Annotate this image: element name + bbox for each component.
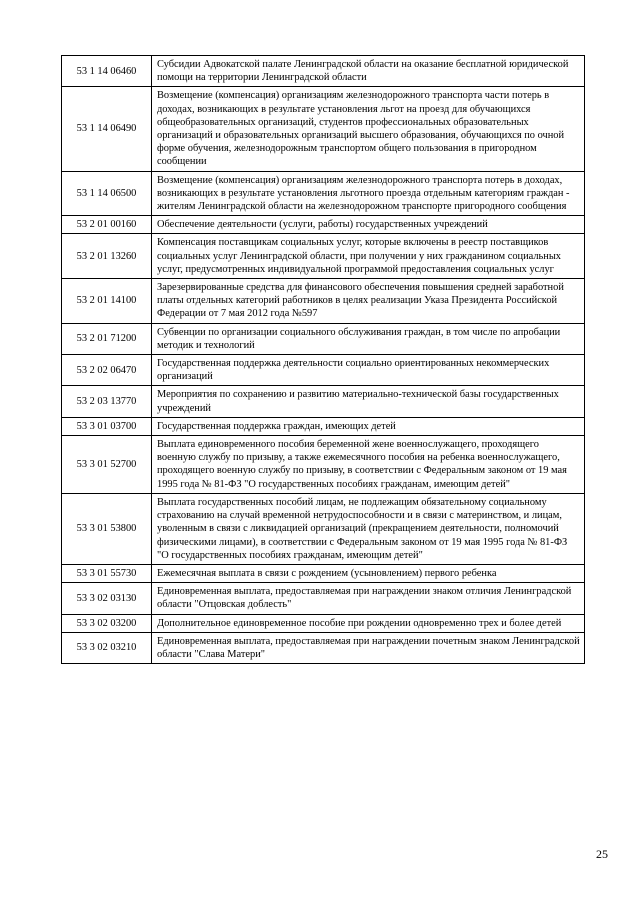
row-description: Возмещение (компенсация) организациям железнодорожного транспорта части потерь в доходах, возникающих в результате установления льгот на проезд для обучающихся общеобразовательных организаций, студентов профессиональных образовательных организаций и образовательных организаций высшего образования, обучающихся по очной форме обучения, железнодорожным транспортом общего пользования в пригородном сообщении: [152, 87, 585, 171]
row-description: Единовременная выплата, предоставляемая при награждении знаком отличия Ленинградской области "Отцовская доблесть": [152, 583, 585, 614]
row-description: Ежемесячная выплата в связи с рождением (усыновлением) первого ребенка: [152, 564, 585, 582]
table-row: [62, 386, 585, 417]
row-code: 53 2 03 13770: [62, 386, 152, 417]
row-description: Компенсация поставщикам социальных услуг, которые включены в реестр поставщиков социальных услуг Ленинградской области, при получении у них гражданином социальных услуг, предусмотренных индивидуальной программой предоставления социальных услуг: [152, 234, 585, 279]
row-description: Субвенции по организации социального обслуживания граждан, в том числе по апробации методик и технологий: [152, 323, 585, 354]
table-row: [62, 87, 585, 171]
row-description: Выплата единовременного пособия беременной жене военнослужащего, проходящего военную службу по призыву, а также ежемесячного пособия на ребенка военнослужащего, проходящего военную службу по призыву, в соответствии с Федеральным законом от 19 мая 1995 года № 81-ФЗ "О государственных пособиях гражданам, имеющим детей": [152, 436, 585, 494]
row-code: 53 2 02 06470: [62, 355, 152, 386]
row-description: Государственная поддержка граждан, имеющих детей: [152, 417, 585, 435]
row-code: 53 3 02 03130: [62, 583, 152, 614]
row-code: 53 1 14 06490: [62, 87, 152, 171]
table-row: [62, 323, 585, 354]
row-description: Возмещение (компенсация) организациям железнодорожного транспорта потерь в доходах, возникающих в результате установления льготного проезда отдельным категориям граждан - жителям Ленинградской области на железнодорожном транспорте пригородного сообщения: [152, 171, 585, 216]
table-row: [62, 564, 585, 582]
row-description: Зарезервированные средства для финансового обеспечения повышения средней заработной платы отдельных категорий работников в целях реализации Указа Президента Российской Федерации от 7 мая 2012 года №597: [152, 279, 585, 324]
table-row: [62, 614, 585, 632]
row-code: 53 3 01 03700: [62, 417, 152, 435]
table-row: [62, 56, 585, 87]
row-code: 53 3 01 53800: [62, 493, 152, 564]
table-row: [62, 417, 585, 435]
budget-classification-table: [61, 55, 585, 664]
row-description: Субсидии Адвокатской палате Ленинградской области на оказание бесплатной юридической помощи на территории Ленинградской области: [152, 56, 585, 87]
row-description: Государственная поддержка деятельности социально ориентированных некоммерческих организаций: [152, 355, 585, 386]
page-number: 25: [596, 847, 608, 861]
row-description: Выплата государственных пособий лицам, не подлежащим обязательному социальному страхованию на случай временной нетрудоспособности и в связи с материнством, и лицам, уволенным в связи с ликвидацией организаций (прекращением деятельности, полномочий физическими лицами), в соответствии с Федеральным законом от 19 мая 1995 года № 81-ФЗ "О государственных пособиях гражданам, имеющим детей": [152, 493, 585, 564]
table-row: [62, 436, 585, 494]
row-code: 53 3 01 55730: [62, 564, 152, 582]
row-description: Дополнительное единовременное пособие при рождении одновременно трех и более детей: [152, 614, 585, 632]
table-row: [62, 355, 585, 386]
row-code: 53 2 01 14100: [62, 279, 152, 324]
table-row: [62, 234, 585, 279]
row-description: Мероприятия по сохранению и развитию материально-технической базы государственных учреждений: [152, 386, 585, 417]
row-description: Единовременная выплата, предоставляемая при награждении почетным знаком Ленинградской области "Слава Матери": [152, 632, 585, 663]
row-code: 53 3 01 52700: [62, 436, 152, 494]
row-code: 53 1 14 06460: [62, 56, 152, 87]
table-row: [62, 216, 585, 234]
table-row: [62, 632, 585, 663]
table-row: [62, 171, 585, 216]
row-code: 53 2 01 00160: [62, 216, 152, 234]
row-description: Обеспечение деятельности (услуги, работы) государственных учреждений: [152, 216, 585, 234]
row-code: 53 3 02 03200: [62, 614, 152, 632]
row-code: 53 2 01 71200: [62, 323, 152, 354]
row-code: 53 1 14 06500: [62, 171, 152, 216]
table-row: [62, 279, 585, 324]
row-code: 53 2 01 13260: [62, 234, 152, 279]
table-row: [62, 493, 585, 564]
table-row: [62, 583, 585, 614]
row-code: 53 3 02 03210: [62, 632, 152, 663]
